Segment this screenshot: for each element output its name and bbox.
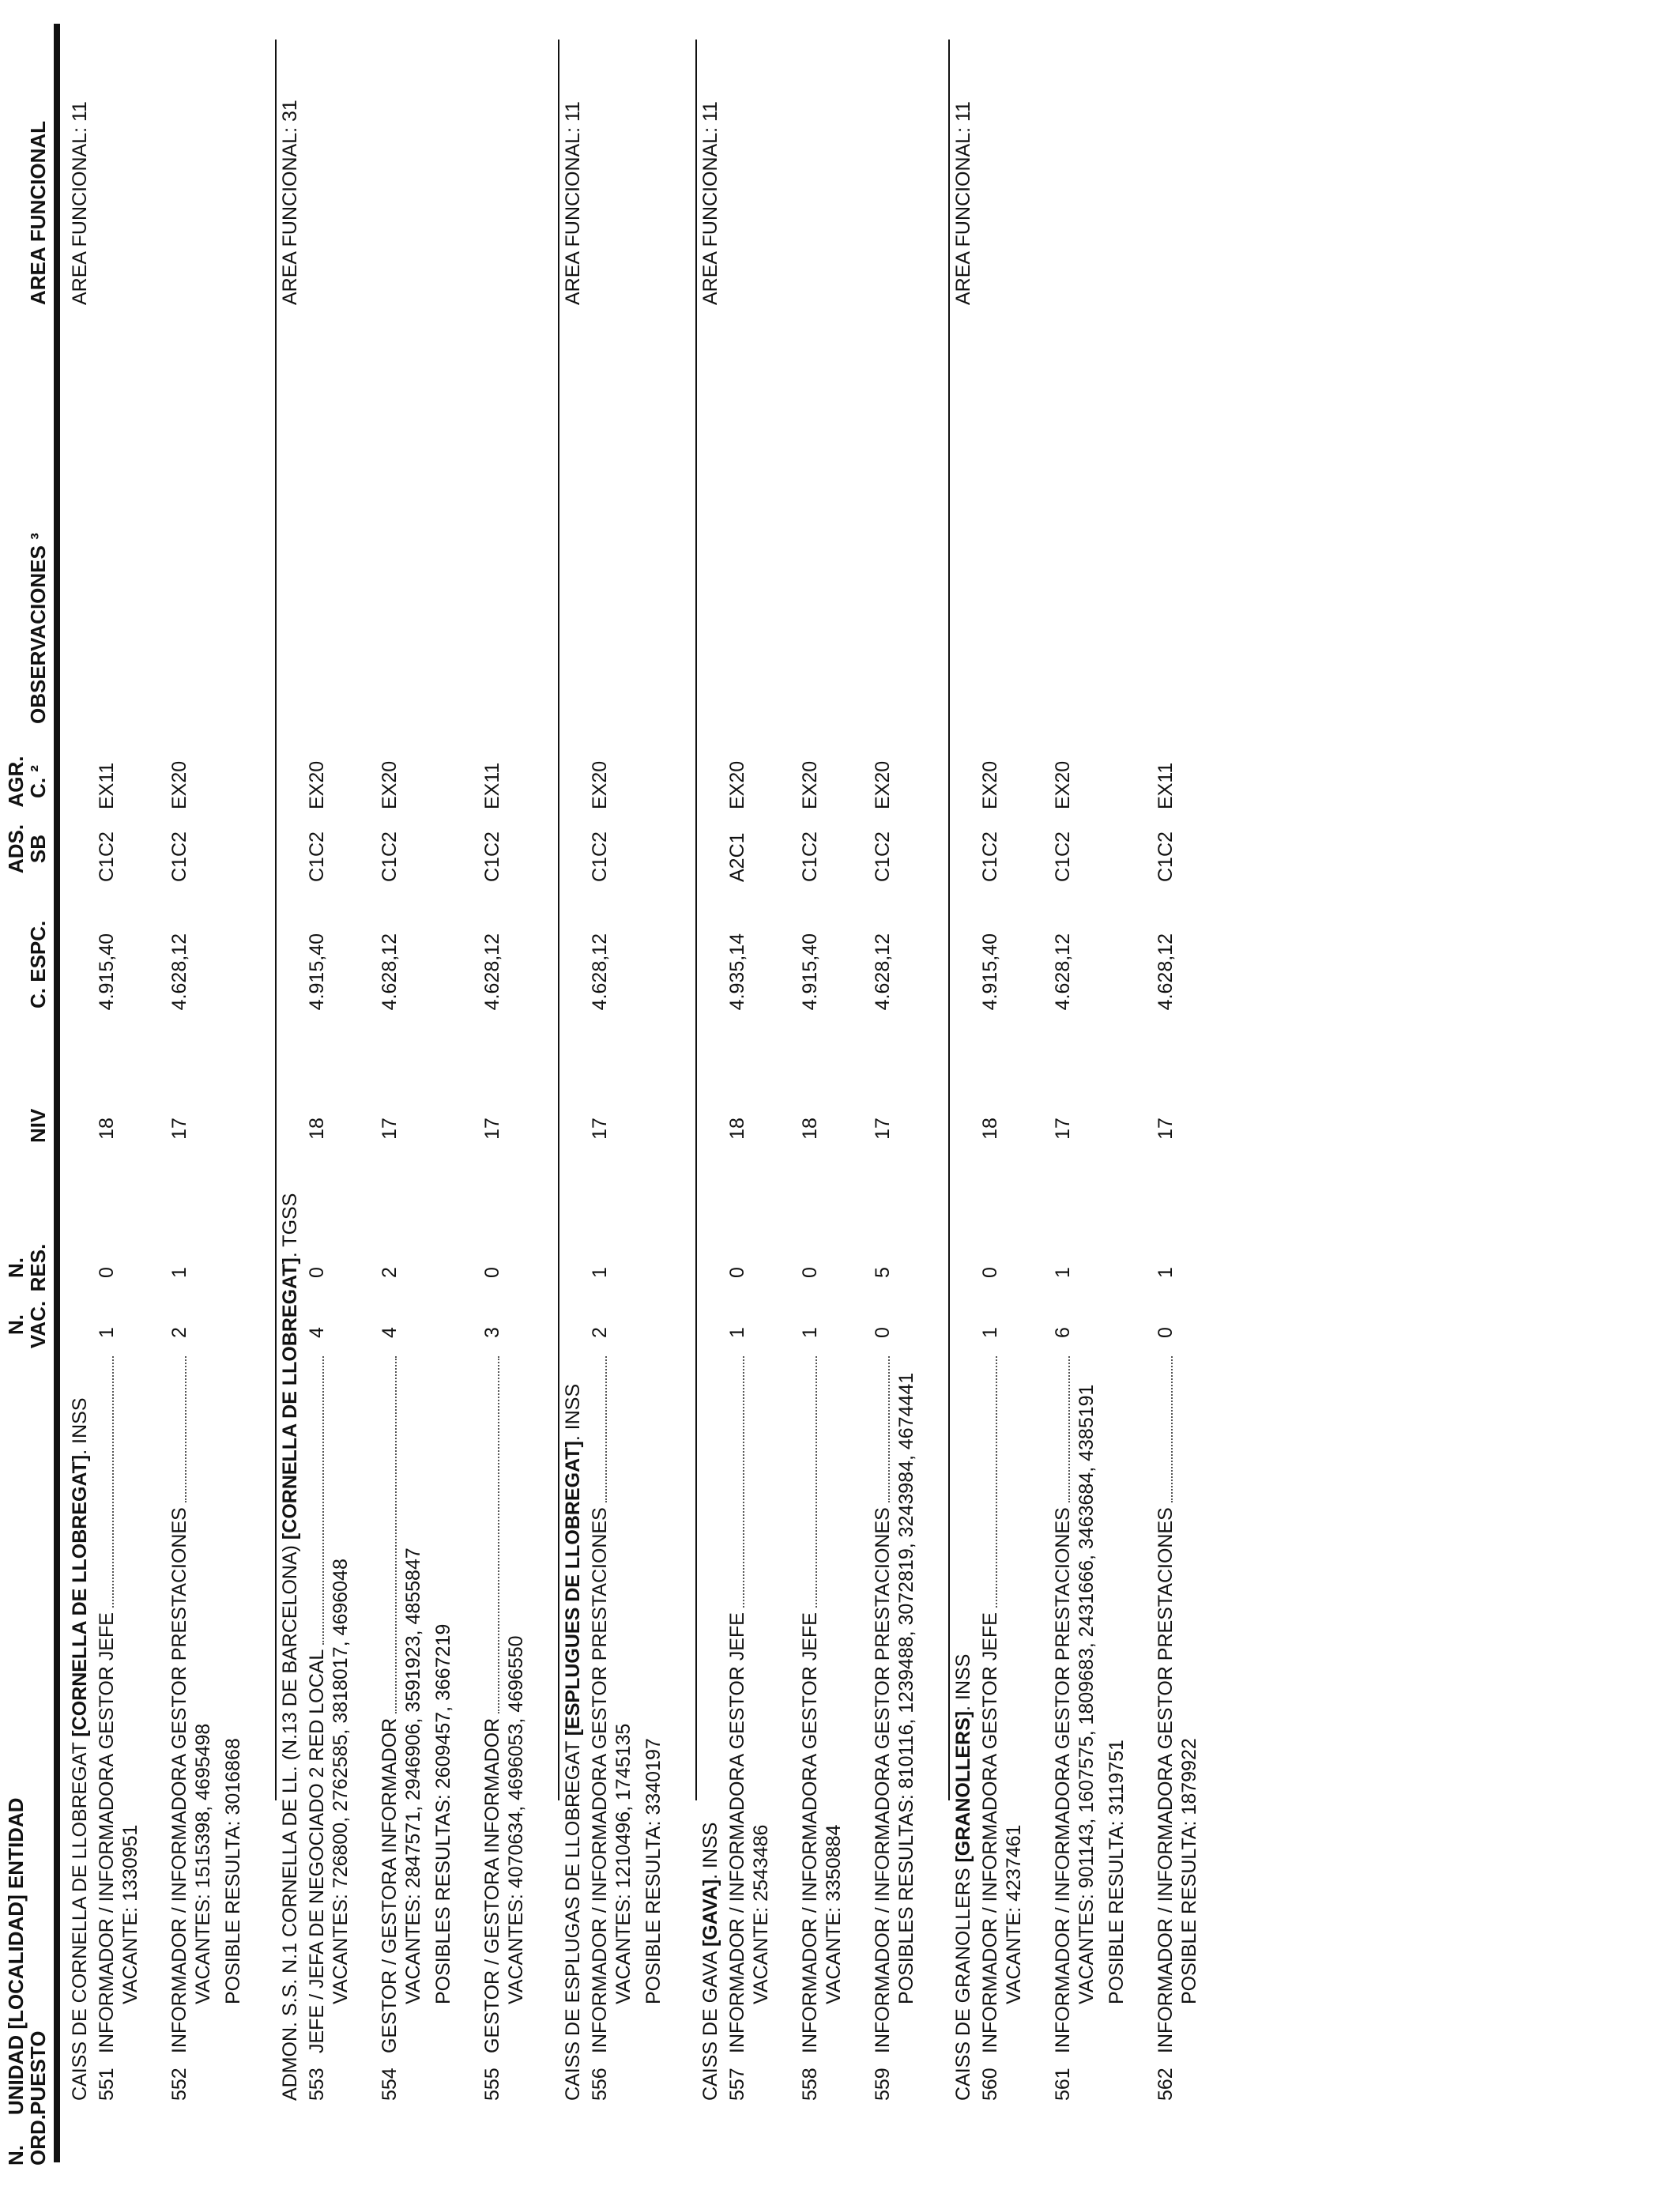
row-c-espc: 4.628,12 bbox=[872, 933, 894, 1011]
row-detail: VACANTE: 2543486 bbox=[750, 1824, 772, 2004]
row-agr-c: EX20 bbox=[306, 760, 328, 809]
row-agr-c: EX20 bbox=[589, 760, 611, 809]
row-c-espc: 4.915,40 bbox=[306, 933, 328, 1011]
row-puesto: INFORMADOR / INFORMADORA GESTOR PRESTACIONES bbox=[1052, 1507, 1074, 2053]
row-n-res: 1 bbox=[1052, 1267, 1074, 1278]
row-niv: 18 bbox=[799, 1118, 821, 1140]
dot-leader bbox=[996, 1356, 997, 1608]
row-niv: 17 bbox=[1052, 1118, 1074, 1140]
row-niv: 18 bbox=[96, 1118, 118, 1140]
header-area-funcional: AREA FUNCIONAL bbox=[26, 120, 50, 305]
row-detail: VACANTE: 1330951 bbox=[119, 1824, 141, 2004]
row-ads-sb: C1C2 bbox=[979, 831, 1001, 882]
row-c-espc: 4.628,12 bbox=[379, 933, 401, 1011]
unit-title-locality: [ESPLUGUES DE LLOBREGAT] bbox=[562, 1441, 584, 1736]
row-n-res: 1 bbox=[1155, 1267, 1177, 1278]
row-n-res: 0 bbox=[481, 1267, 503, 1278]
row-n-res: 1 bbox=[168, 1267, 190, 1278]
row-puesto: INFORMADOR / INFORMADORA GESTOR PRESTACIONES bbox=[168, 1507, 190, 2053]
row-ads-sb: C1C2 bbox=[799, 831, 821, 882]
row-ord: 554 bbox=[379, 2068, 401, 2101]
row-ord: 557 bbox=[726, 2068, 748, 2101]
header-n-vac bbox=[5, 1293, 49, 1356]
header-unidad-line2: PUESTO bbox=[26, 2030, 50, 2115]
row-agr-c: EX20 bbox=[726, 760, 748, 809]
row-niv: 18 bbox=[726, 1118, 748, 1140]
unit-title-entity: . TGSS bbox=[279, 1193, 301, 1258]
row-niv: 17 bbox=[481, 1118, 503, 1140]
row-n-res: 1 bbox=[589, 1267, 611, 1278]
area-funcional: AREA FUNCIONAL: 11 bbox=[562, 101, 584, 305]
row-ord: 556 bbox=[589, 2068, 611, 2101]
row-c-espc: 4.915,40 bbox=[979, 933, 1001, 1011]
row-n-vac: 0 bbox=[1155, 1327, 1177, 1338]
row-niv: 17 bbox=[589, 1118, 611, 1140]
row-detail: POSIBLES RESULTAS: 2609457, 3667219 bbox=[432, 1623, 454, 2004]
row-puesto: INFORMADOR / INFORMADORA GESTOR PRESTACIONES bbox=[872, 1507, 894, 2053]
row-puesto: INFORMADOR / INFORMADORA GESTOR PRESTACIONES bbox=[589, 1507, 611, 2053]
area-funcional: AREA FUNCIONAL: 11 bbox=[69, 101, 91, 305]
header-n-ord-line1: N. bbox=[4, 2145, 28, 2166]
row-agr-c: EX20 bbox=[979, 760, 1001, 809]
row-niv: 17 bbox=[1155, 1118, 1177, 1140]
unit-title-prefix: ADMON. S.S. N.1 CORNELLA DE LL. (N.13 DE BARCELONA) bbox=[279, 1540, 301, 2101]
unit-title-locality: [GRANOLLERS] bbox=[952, 1710, 974, 1863]
unit-title-entity: . INSS bbox=[69, 1397, 91, 1455]
unit-title-locality: [CORNELLA DE LLOBREGAT] bbox=[279, 1257, 301, 1540]
row-n-res: 0 bbox=[726, 1267, 748, 1278]
unit-title-prefix: CAISS DE ESPLUGAS DE LLOBREGAT bbox=[562, 1736, 584, 2101]
unit-title-entity: . INSS bbox=[952, 1653, 974, 1711]
row-n-vac: 1 bbox=[726, 1327, 748, 1338]
row-agr-c: EX20 bbox=[799, 760, 821, 809]
unit-separator bbox=[275, 40, 277, 1800]
row-c-espc: 4.628,12 bbox=[589, 933, 611, 1011]
row-agr-c: EX11 bbox=[481, 762, 503, 809]
row-detail: POSIBLE RESULTA: 3340197 bbox=[642, 1738, 665, 2004]
row-detail: VACANTES: 1515398, 4695498 bbox=[192, 1723, 214, 2004]
dot-leader bbox=[1171, 1356, 1173, 1502]
header-unidad bbox=[5, 1797, 49, 2115]
row-agr-c: EX20 bbox=[1052, 760, 1074, 809]
header-agr-line2: C. ² bbox=[26, 765, 50, 798]
row-n-vac: 2 bbox=[168, 1327, 190, 1338]
row-puesto: GESTOR / GESTORA INFORMADOR bbox=[379, 1717, 401, 2053]
unit-title-entity: . INSS bbox=[562, 1383, 584, 1442]
row-ads-sb: C1C2 bbox=[96, 831, 118, 882]
header-observaciones: OBSERVACIONES ³ bbox=[26, 533, 50, 724]
header-niv: NIV bbox=[26, 1108, 50, 1143]
row-ord: 553 bbox=[306, 2068, 328, 2101]
header-n-vac-line1: N. bbox=[4, 1314, 28, 1335]
row-n-vac: 4 bbox=[306, 1327, 328, 1338]
header-agr-c bbox=[5, 746, 49, 817]
row-c-espc: 4.628,12 bbox=[1155, 933, 1177, 1011]
unit-title bbox=[561, 1384, 585, 2101]
row-ord: 561 bbox=[1052, 2068, 1074, 2101]
unit-title bbox=[951, 1654, 975, 2101]
row-c-espc: 4.628,12 bbox=[481, 933, 503, 1011]
dot-leader bbox=[605, 1356, 607, 1502]
header-n-ord bbox=[5, 2114, 49, 2166]
row-ord: 552 bbox=[168, 2068, 190, 2101]
row-detail: VACANTES: 2847571, 2946906, 3591923, 4855847 bbox=[402, 1547, 424, 2004]
row-detail: POSIBLE RESULTA: 3016868 bbox=[222, 1738, 244, 2004]
row-ads-sb: C1C2 bbox=[1155, 831, 1177, 882]
row-n-vac: 6 bbox=[1052, 1327, 1074, 1338]
row-agr-c: EX11 bbox=[1155, 762, 1177, 809]
row-detail: POSIBLES RESULTAS: 810116, 1239488, 3072819, 3243984, 4674441 bbox=[895, 1372, 917, 2004]
unit-title-prefix: CAISS DE GAVA bbox=[699, 1947, 721, 2101]
row-n-vac: 0 bbox=[872, 1327, 894, 1338]
row-n-vac: 1 bbox=[96, 1327, 118, 1338]
row-n-res: 0 bbox=[799, 1267, 821, 1278]
row-puesto: INFORMADOR / INFORMADORA GESTOR JEFE bbox=[799, 1612, 821, 2053]
header-n-vac-line2: VAC. bbox=[26, 1300, 50, 1349]
row-ads-sb: C1C2 bbox=[481, 831, 503, 882]
row-n-res: 0 bbox=[979, 1267, 1001, 1278]
dot-leader bbox=[498, 1356, 499, 1713]
header-n-res-line1: N. bbox=[4, 1257, 28, 1278]
row-puesto: INFORMADOR / INFORMADORA GESTOR JEFE bbox=[96, 1612, 118, 2053]
row-detail: VACANTE: 3350884 bbox=[823, 1824, 845, 2004]
row-n-res: 2 bbox=[379, 1267, 401, 1278]
row-detail: VACANTES: 4070634, 4696053, 4696550 bbox=[505, 1635, 527, 2004]
header-rule bbox=[54, 24, 60, 2162]
unit-separator bbox=[948, 40, 950, 1800]
row-agr-c: EX20 bbox=[379, 760, 401, 809]
header-n-res bbox=[5, 1236, 49, 1299]
dot-leader bbox=[185, 1356, 186, 1502]
row-ads-sb: C1C2 bbox=[1052, 831, 1074, 882]
row-niv: 17 bbox=[872, 1118, 894, 1140]
row-n-vac: 4 bbox=[379, 1327, 401, 1338]
row-detail: VACANTES: 726800, 2762585, 3818017, 4696048 bbox=[330, 1559, 352, 2004]
row-ads-sb: C1C2 bbox=[379, 831, 401, 882]
row-n-res: 5 bbox=[872, 1267, 894, 1278]
unit-title-prefix: CAISS DE GRANOLLERS bbox=[952, 1862, 974, 2101]
row-niv: 18 bbox=[979, 1118, 1001, 1140]
row-agr-c: EX11 bbox=[96, 762, 118, 809]
row-n-vac: 3 bbox=[481, 1327, 503, 1338]
row-detail: VACANTE: 4237461 bbox=[1003, 1824, 1025, 2004]
header-n-res-line2: RES. bbox=[26, 1243, 50, 1292]
unit-separator bbox=[695, 40, 697, 1800]
area-funcional: AREA FUNCIONAL: 11 bbox=[699, 101, 721, 305]
row-c-espc: 4.915,40 bbox=[799, 933, 821, 1011]
row-ord: 551 bbox=[96, 2068, 118, 2101]
row-ads-sb: C1C2 bbox=[872, 831, 894, 882]
dot-leader bbox=[395, 1356, 397, 1713]
row-niv: 17 bbox=[168, 1118, 190, 1140]
row-puesto: INFORMADOR / INFORMADORA GESTOR JEFE bbox=[979, 1612, 1001, 2053]
row-agr-c: EX20 bbox=[872, 760, 894, 809]
row-ord: 562 bbox=[1155, 2068, 1177, 2101]
row-ord: 560 bbox=[979, 2068, 1001, 2101]
row-ord: 559 bbox=[872, 2068, 894, 2101]
row-detail: VACANTES: 1210496, 1745135 bbox=[612, 1723, 635, 2004]
unit-title bbox=[699, 1823, 722, 2101]
row-agr-c: EX20 bbox=[168, 760, 190, 809]
row-puesto: JEFE / JEFA DE NEGOCIADO 2 RED LOCAL bbox=[306, 1649, 328, 2053]
row-detail: VACANTES: 901143, 1607575, 1809683, 2431666, 3463684, 4385191 bbox=[1075, 1384, 1098, 2004]
unit-title-locality: [GAVA] bbox=[699, 1879, 721, 1947]
unit-separator bbox=[558, 40, 559, 1800]
row-n-res: 0 bbox=[306, 1267, 328, 1278]
row-n-vac: 2 bbox=[589, 1327, 611, 1338]
dot-leader bbox=[888, 1356, 890, 1502]
row-ads-sb: A2C1 bbox=[726, 832, 748, 882]
row-detail: POSIBLE RESULTA: 1879922 bbox=[1178, 1738, 1200, 2004]
header-c-espc: C. ESPC. bbox=[26, 920, 50, 1008]
row-c-espc: 4.628,12 bbox=[168, 933, 190, 1011]
row-detail: POSIBLE RESULTA: 3119751 bbox=[1106, 1740, 1128, 2004]
unit-title bbox=[68, 1397, 92, 2101]
header-ads-sb bbox=[5, 813, 49, 884]
dot-leader bbox=[1068, 1356, 1070, 1502]
area-funcional: AREA FUNCIONAL: 31 bbox=[279, 100, 301, 305]
row-ads-sb: C1C2 bbox=[589, 831, 611, 882]
header-agr-line1: AGR. bbox=[4, 756, 28, 808]
header-unidad-line1: UNIDAD [LOCALIDAD] ENTIDAD bbox=[4, 1797, 28, 2115]
row-puesto: INFORMADOR / INFORMADORA GESTOR PRESTACIONES bbox=[1155, 1507, 1177, 2053]
row-n-res: 0 bbox=[96, 1267, 118, 1278]
row-n-vac: 1 bbox=[799, 1327, 821, 1338]
header-ads-line1: ADS. bbox=[4, 824, 28, 874]
row-ord: 555 bbox=[481, 2068, 503, 2101]
dot-leader bbox=[322, 1356, 324, 1645]
row-c-espc: 4.628,12 bbox=[1052, 933, 1074, 1011]
row-ads-sb: C1C2 bbox=[306, 831, 328, 882]
header-n-ord-line2: ORD. bbox=[26, 2114, 50, 2166]
row-c-espc: 4.915,40 bbox=[96, 933, 118, 1011]
row-ord: 558 bbox=[799, 2068, 821, 2101]
header-ads-line2: SB bbox=[26, 834, 50, 864]
row-niv: 17 bbox=[379, 1118, 401, 1140]
area-funcional: AREA FUNCIONAL: 11 bbox=[952, 101, 974, 305]
dot-leader bbox=[816, 1356, 817, 1608]
row-niv: 18 bbox=[306, 1118, 328, 1140]
unit-title-locality: [CORNELLA DE LLOBREGAT] bbox=[69, 1454, 91, 1737]
row-ads-sb: C1C2 bbox=[168, 831, 190, 882]
unit-title-entity: . INSS bbox=[699, 1822, 721, 1879]
dot-leader bbox=[743, 1356, 744, 1608]
row-n-vac: 1 bbox=[979, 1327, 1001, 1338]
row-puesto: INFORMADOR / INFORMADORA GESTOR JEFE bbox=[726, 1612, 748, 2053]
unit-title-prefix: CAISS DE CORNELLA DE LLOBREGAT bbox=[69, 1736, 91, 2101]
row-c-espc: 4.935,14 bbox=[726, 933, 748, 1011]
unit-title bbox=[278, 1193, 302, 2101]
dot-leader bbox=[112, 1356, 114, 1608]
row-puesto: GESTOR / GESTORA INFORMADOR bbox=[481, 1717, 503, 2053]
